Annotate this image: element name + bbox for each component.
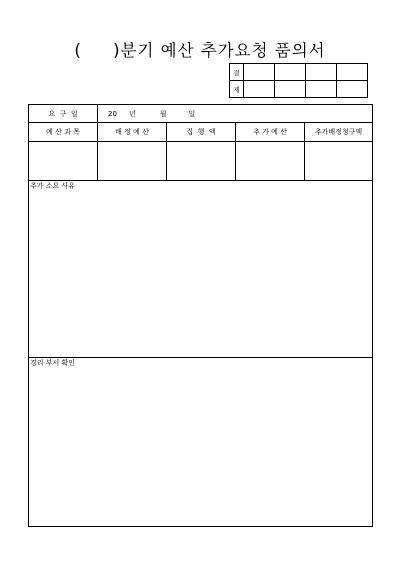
confirm-label: 경리 부서 확인 bbox=[30, 359, 76, 367]
executed-amount-field[interactable] bbox=[167, 142, 236, 180]
header-budget-item: 예 산 과 목 bbox=[29, 123, 98, 141]
header-additional-budget: 추 가 예 산 bbox=[236, 123, 305, 141]
approval-signature-cell[interactable] bbox=[337, 81, 368, 98]
request-date-label: 요 구 일 bbox=[29, 105, 98, 122]
request-month-unit: 월 bbox=[159, 109, 167, 118]
approval-signature-cell[interactable] bbox=[244, 81, 275, 98]
column-header-row bbox=[29, 123, 372, 142]
approval-signature-cell[interactable] bbox=[306, 64, 337, 81]
budget-value-row bbox=[29, 142, 372, 181]
approval-label-top: 결 bbox=[230, 64, 244, 81]
additional-claim-field[interactable] bbox=[305, 142, 372, 180]
header-executed-amount: 집 행 액 bbox=[167, 123, 236, 141]
request-date-row bbox=[29, 105, 372, 123]
approval-signature-cell[interactable] bbox=[244, 64, 275, 81]
request-year: 20 bbox=[108, 109, 117, 118]
approval-box bbox=[229, 63, 368, 98]
form-title: ( )분기 예산 추가요청 품의서 bbox=[74, 41, 326, 60]
allocated-budget-field[interactable] bbox=[98, 142, 167, 180]
reason-section[interactable] bbox=[29, 181, 372, 358]
budget-item-field[interactable] bbox=[29, 142, 98, 180]
approval-label-bottom: 재 bbox=[230, 81, 244, 98]
approval-signature-cell[interactable] bbox=[306, 81, 337, 98]
approval-signature-cell[interactable] bbox=[337, 64, 368, 81]
header-additional-claim: 추가배정청구액 bbox=[314, 128, 363, 136]
request-date-field[interactable] bbox=[98, 105, 372, 122]
request-year-unit: 년 bbox=[128, 109, 136, 118]
approval-signature-cell[interactable] bbox=[275, 81, 306, 98]
reason-label: 추가 소요 사유 bbox=[30, 182, 76, 190]
request-day-unit: 일 bbox=[188, 109, 196, 118]
form-body bbox=[28, 104, 373, 527]
approval-signature-cell[interactable] bbox=[275, 64, 306, 81]
confirm-section[interactable] bbox=[29, 358, 372, 526]
header-allocated-budget: 배 정 예 산 bbox=[98, 123, 167, 141]
additional-budget-field[interactable] bbox=[236, 142, 305, 180]
